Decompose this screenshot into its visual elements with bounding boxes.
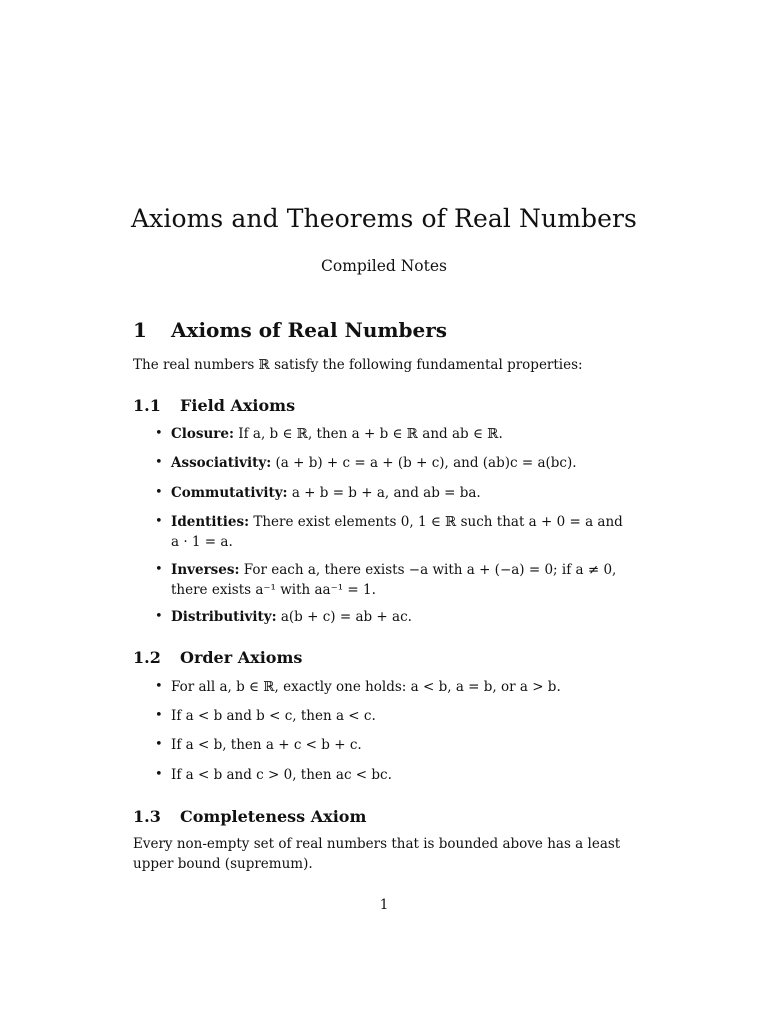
document-subtitle: Compiled Notes (321, 257, 447, 275)
item-text: For all a, b ∈ ℝ, exactly one holds: a < b, a = b, or a > b. (171, 679, 561, 695)
item-label: Distributivity: (171, 609, 277, 625)
list-item (155, 512, 635, 552)
bullet-icon: • (155, 426, 163, 441)
completeness-text: Every non-empty set of real numbers that is bounded above has a least upper bound (supremum). (133, 836, 621, 872)
bullet-icon: • (155, 708, 163, 723)
list-item (155, 765, 635, 785)
list-item (155, 560, 635, 600)
subsection-number: 1.3 (133, 807, 161, 826)
page-number: 1 (379, 897, 389, 913)
list-item (155, 706, 635, 726)
subsection-title: Completeness Axiom (180, 807, 367, 826)
item-label: Closure: (171, 426, 234, 442)
list-item (155, 735, 635, 755)
item-text: a(b + c) = ab + ac. (276, 609, 412, 625)
bullet-icon: • (155, 609, 163, 624)
subsection-heading-completeness (133, 807, 635, 826)
item-text: If a < b, then a + c < b + c. (171, 737, 362, 753)
section-intro-text: The real numbers ℝ satisfy the following fundamental properties: (133, 357, 583, 373)
item-text: If a < b and c > 0, then ac < bc. (171, 767, 392, 783)
item-text: (a + b) + c = a + (b + c), and (ab)c = a(bc). (271, 455, 577, 471)
completeness-paragraph (133, 834, 635, 874)
subsection-title: Field Axioms (180, 396, 296, 415)
subsection-number: 1.1 (133, 396, 161, 415)
subsection-number: 1.2 (133, 648, 161, 667)
item-label: Identities: (171, 514, 250, 530)
item-label: Inverses: (171, 562, 240, 578)
list-item (155, 453, 635, 473)
bullet-icon: • (155, 514, 163, 529)
subsection-heading-order (133, 648, 635, 667)
item-text: If a < b and b < c, then a < c. (171, 708, 376, 724)
section-heading (133, 318, 635, 342)
item-text: There exist elements 0, 1 ∈ ℝ such that a + 0 = a and a · 1 = a. (171, 514, 623, 550)
list-item (155, 607, 635, 627)
section-title: Axioms of Real Numbers (171, 318, 448, 342)
bullet-icon: • (155, 485, 163, 500)
item-label: Commutativity: (171, 485, 288, 501)
item-label: Associativity: (171, 455, 272, 471)
section-number: 1 (133, 318, 147, 342)
list-item (155, 483, 635, 503)
subsection-title: Order Axioms (180, 648, 303, 667)
subsection-heading-field (133, 396, 635, 415)
bullet-icon: • (155, 767, 163, 782)
bullet-icon: • (155, 455, 163, 470)
bullet-icon: • (155, 737, 163, 752)
bullet-icon: • (155, 679, 163, 694)
bullet-icon: • (155, 562, 163, 577)
list-item (155, 677, 635, 697)
item-text: a + b = b + a, and ab = ba. (287, 485, 481, 501)
section-intro (133, 355, 635, 375)
list-item (155, 424, 635, 444)
document-title: Axioms and Theorems of Real Numbers (131, 204, 637, 233)
item-text: If a, b ∈ ℝ, then a + b ∈ ℝ and ab ∈ ℝ. (233, 426, 503, 442)
item-text: For each a, there exists −a with a + (−a) = 0; if a ≠ 0, there exists a⁻¹ with aa⁻¹ = 1. (171, 562, 617, 598)
